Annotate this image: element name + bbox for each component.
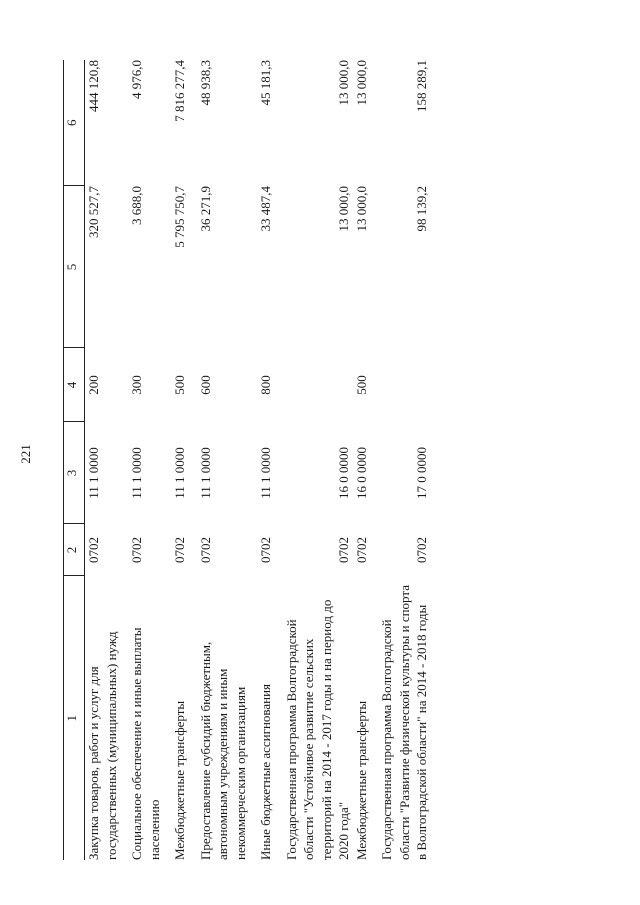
row-target: 16 0 0000: [353, 447, 369, 499]
row-value-5: 36 271,9: [197, 186, 213, 232]
row-target: 16 0 0000: [336, 447, 351, 499]
row-value-5: 98 139,2: [414, 186, 429, 232]
table-row-program: [283, 60, 353, 860]
table-row: [197, 60, 250, 860]
row-name: Государственная программа Волгоградской области "Устойчивое развитие сельских территорий на 2014 - 2017 годы и на период до 2020 года": [283, 599, 351, 860]
table-row: [171, 60, 189, 860]
table-row: [128, 60, 163, 860]
row-code: 0702: [336, 537, 351, 563]
row-type: 300: [129, 375, 144, 395]
row-value-5: 320 527,7: [86, 186, 101, 238]
row-value-6: 4 976,0: [129, 60, 144, 99]
table-row: [353, 60, 371, 860]
row-name: Межбюджетные трансферты: [353, 700, 369, 860]
header-col-4: 4: [64, 348, 85, 422]
row-code: 0702: [129, 537, 144, 563]
page-number: 221: [18, 444, 33, 464]
row-target: 11 1 0000: [197, 447, 213, 499]
row-value-5: 13 000,0: [353, 186, 369, 232]
header-col-5: 5: [64, 186, 85, 348]
row-type: 600: [197, 375, 213, 395]
row-value-5: 33 487,4: [258, 186, 273, 232]
row-value-5: 13 000,0: [336, 186, 351, 232]
budget-table: [63, 60, 431, 860]
row-target: 17 0 0000: [414, 447, 429, 499]
row-name: Межбюджетные трансферты: [172, 700, 187, 860]
row-name: Социальное обеспечение и иные выплаты населению: [129, 627, 162, 860]
row-value-6: 13 000,0: [353, 60, 369, 106]
header-row: [64, 60, 85, 860]
row-name: Государственная программа Волгоградской области "Развитие физической культуры и спорта в Волгоградской области" на 2014 - 2018 годы: [379, 585, 429, 860]
row-type: [378, 348, 431, 422]
header-col-1: 1: [64, 576, 85, 860]
row-code: 0702: [353, 537, 369, 563]
header-col-2: 2: [64, 524, 85, 576]
header-col-6: 6: [64, 60, 85, 186]
row-value-6: 45 181,3: [258, 60, 273, 106]
row-type: 200: [86, 375, 101, 395]
row-target: 11 1 0000: [129, 447, 144, 499]
row-code: 0702: [258, 537, 273, 563]
row-target: 11 1 0000: [258, 447, 273, 499]
row-name: Предоставление субсидий бюджетным, автономным учреждениям и иным некоммерческим организациям: [197, 641, 248, 860]
row-value-5: 3 688,0: [129, 186, 144, 225]
row-type: 500: [353, 375, 369, 395]
row-target: 11 1 0000: [172, 447, 187, 499]
row-type: 800: [258, 375, 273, 395]
row-code: 0702: [414, 537, 429, 563]
row-target: 11 1 0000: [86, 447, 101, 499]
row-name: Иные бюджетные ассигнования: [258, 683, 273, 860]
header-col-3: 3: [64, 422, 85, 524]
row-type: [283, 348, 353, 422]
row-code: 0702: [172, 537, 187, 563]
row-type: 500: [172, 375, 187, 395]
row-value-6: 158 289,1: [414, 60, 429, 112]
table-row-program: [378, 60, 431, 860]
table-row: [257, 60, 275, 860]
row-value-6: 7 816 277,4: [172, 60, 187, 122]
row-value-5: 5 795 750,7: [172, 186, 187, 248]
row-code: 0702: [86, 537, 101, 563]
row-value-6: 48 938,3: [197, 60, 213, 106]
row-name: Закупка товаров, работ и услуг для государственных (муниципальных) нужд: [86, 631, 119, 860]
budget-table-page: [63, 60, 593, 860]
row-value-6: 444 120,8: [86, 60, 101, 112]
row-code: 0702: [197, 537, 213, 563]
row-value-6: 13 000,0: [336, 60, 351, 106]
table-row: [85, 60, 121, 860]
